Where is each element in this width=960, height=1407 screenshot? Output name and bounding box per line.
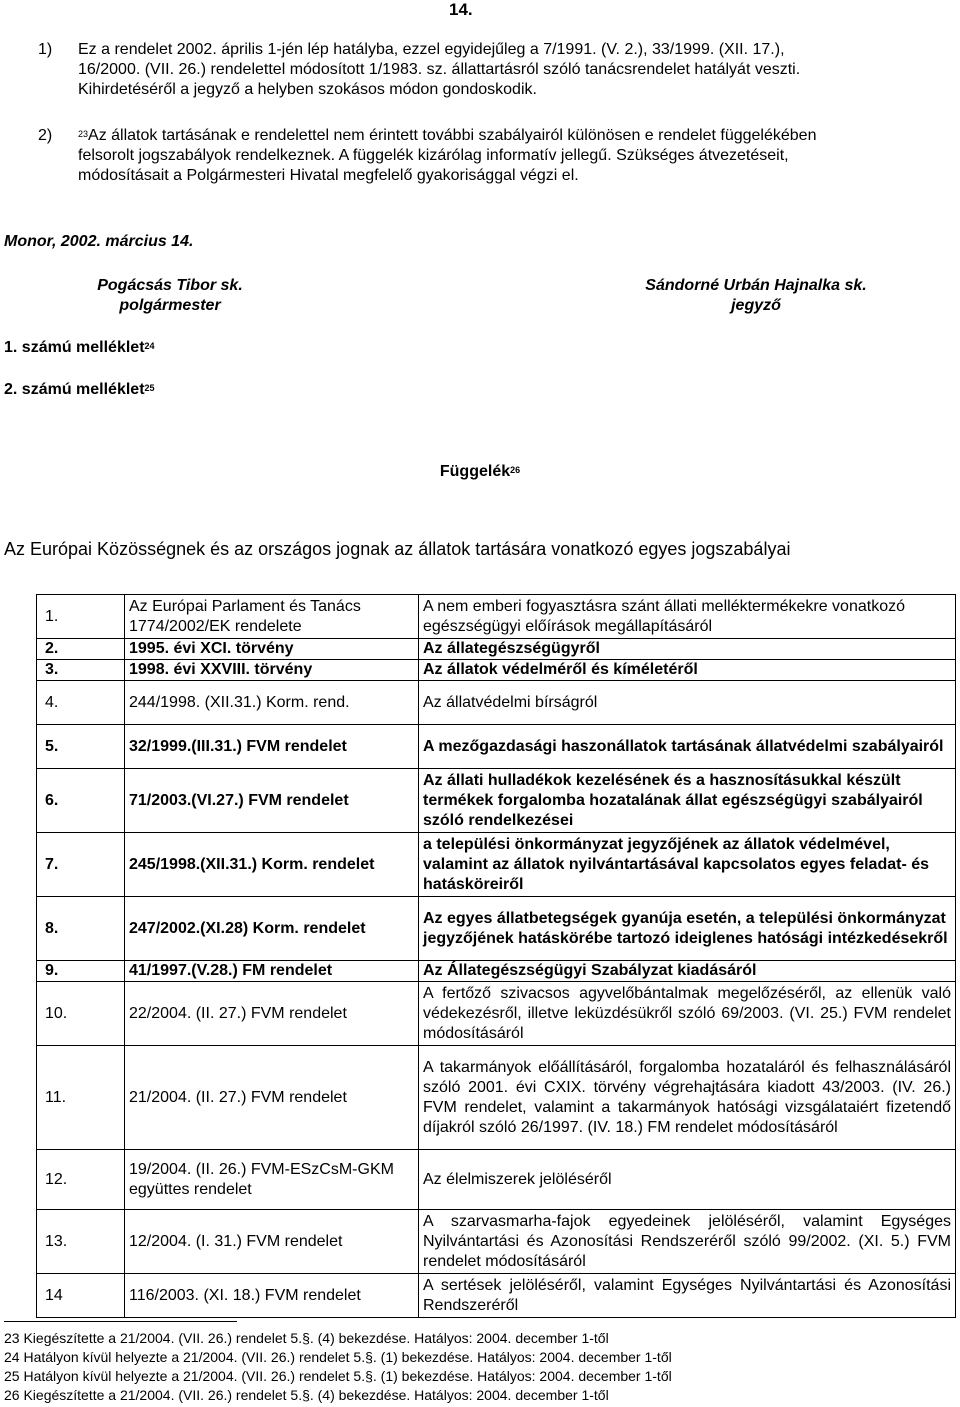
- rule-number: 10.: [37, 982, 125, 1046]
- rule-reference: 247/2002.(XI.28) Korm. rendelet: [125, 897, 419, 961]
- table-row: [37, 681, 956, 725]
- appendix-title: [0, 462, 960, 482]
- paragraph-2-line: $^{23}$Az állatok tartásának e rendelettel nem érintett további szabályairól különösen e rendelet függelékében: [78, 127, 817, 144]
- rule-title: A nem emberi fogyasztásra szánt állati melléktermékekre vonatkozó egészségügyi előírások megállapításáról: [419, 595, 956, 639]
- signature-mayor-role: polgármester: [119, 297, 221, 314]
- table-row: [37, 982, 956, 1046]
- rule-reference: 244/1998. (XII.31.) Korm. rend.: [125, 681, 419, 725]
- rule-title: A szarvasmarha-fajok egyedeinek jelöléséről, valamint Egységes Nyilvántartási és Azonosítási Rendszeréről szóló 99/2002. (XI. 5.) FVM rendelet módosításáról: [419, 1210, 956, 1274]
- rule-reference: 41/1997.(V.28.) FM rendelet: [125, 961, 419, 982]
- rule-number: 1.: [37, 595, 125, 639]
- rule-reference: 116/2003. (XI. 18.) FVM rendelet: [125, 1274, 419, 1318]
- table-row: [37, 1274, 956, 1318]
- footnote-separator: [4, 1321, 237, 1322]
- paragraph-2-number: 2): [38, 127, 53, 144]
- rule-title: Az élelmiszerek jelöléséről: [419, 1150, 956, 1210]
- paragraph-1-number: 1): [38, 41, 53, 58]
- place-date: Monor, 2002. március 14.: [4, 233, 194, 250]
- appendix-subtitle: Az Európai Közösségnek és az országos jognak az állatok tartására vonatkozó egyes jogszabályai: [4, 539, 791, 559]
- footnote-25: 25 Hatályon kívül helyezte a 21/2004. (VII. 26.) rendelet 5.§. (1) bekezdése. Hatályos: 2004. december 1-től: [4, 1368, 672, 1384]
- rule-reference: 245/1998.(XII.31.) Korm. rendelet: [125, 833, 419, 897]
- rule-number: 8.: [37, 897, 125, 961]
- annex-2-label: 2. számú melléklet: [4, 381, 145, 398]
- page-number: 14.: [449, 0, 473, 19]
- table-row: [37, 961, 956, 982]
- rule-title: Az állategészségügyről: [419, 639, 956, 660]
- footnote-ref-23: 23: [78, 129, 89, 139]
- rule-title: Az egyes állatbetegségek gyanúja esetén, a települési önkormányzat jegyzőjének hatáskörébe tartozó ideiglenes hatósági intézkedésekről: [419, 897, 956, 961]
- rule-reference: 12/2004. (I. 31.) FVM rendelet: [125, 1210, 419, 1274]
- paragraph-1-line: Ez a rendelet 2002. április 1-jén lép hatályba, ezzel egyidejűleg a 7/1991. (V. 2.), 33/1999. (XII. 17.),: [78, 41, 785, 58]
- paragraph-2-line: módosításait a Polgármesteri Hivatal megfelelő gyakorisággal végzi el.: [78, 167, 579, 184]
- paragraph-2-text: [78, 126, 938, 186]
- signature-notary: [606, 276, 906, 316]
- rule-number: 7.: [37, 833, 125, 897]
- rule-number: 13.: [37, 1210, 125, 1274]
- table-row: [37, 595, 956, 639]
- signature-mayor-name: Pogácsás Tibor sk.: [97, 277, 243, 294]
- footnote-ref-25: 25: [144, 383, 155, 393]
- rule-number: 5.: [37, 725, 125, 769]
- appendix-title-text: Függelék: [439, 463, 511, 480]
- footnote-23: 23 Kiegészítette a 21/2004. (VII. 26.) rendelet 5.§. (4) bekezdése. Hatályos: 2004. december 1-től: [4, 1330, 609, 1346]
- table-row: [37, 1150, 956, 1210]
- annex-2: [4, 380, 155, 400]
- rule-reference: 1995. évi XCI. törvény: [125, 639, 419, 660]
- rule-number: 4.: [37, 681, 125, 725]
- table-row: [37, 1210, 956, 1274]
- rule-title: Az állati hulladékok kezelésének és a hasznosításukkal készült termékek forgalomba hozatalának állat egészségügyi szabályairól szóló rendelkezései: [419, 769, 956, 833]
- table-row: [37, 833, 956, 897]
- annex-1-label: 1. számú melléklet: [4, 339, 145, 356]
- rule-title: Az Állategészségügyi Szabályzat kiadásáról: [419, 961, 956, 982]
- rule-reference: Az Európai Parlament és Tanács 1774/2002/EK rendelete: [125, 595, 419, 639]
- regulations-table: [36, 594, 956, 1318]
- paragraph-1-line: 16/2000. (VII. 26.) rendelettel módosított 1/1983. sz. állattartásról szóló tanácsrendelet hatályát veszti.: [78, 61, 801, 78]
- rule-title: A fertőző szivacsos agyvelőbántalmak megelőzéséről, az ellenük való védekezésről, illetve leküzdésükről szóló 69/2003. (VI. 25.) FVM rendelet módosításáról: [419, 982, 956, 1046]
- rule-reference: 1998. évi XXVIII. törvény: [125, 660, 419, 681]
- signature-mayor: [60, 276, 280, 316]
- rule-number: 11.: [37, 1046, 125, 1150]
- paragraph-1-line: Kihirdetéséről a jegyző a helyben szokásos módon gondoskodik.: [78, 81, 537, 98]
- rule-title: Az állatvédelmi bírságról: [419, 681, 956, 725]
- paragraph-1-text: [78, 40, 938, 100]
- rule-number: 14: [37, 1274, 125, 1318]
- footnote-24: 24 Hatályon kívül helyezte a 21/2004. (VII. 26.) rendelet 5.§. (1) bekezdése. Hatályos: 2004. december 1-től: [4, 1349, 672, 1365]
- rule-title: a települési önkormányzat jegyzőjének az állatok védelmével, valamint az állatok nyilvántartásával kapcsolatos egyes feladat- és hatásköreiről: [419, 833, 956, 897]
- rule-title: Az állatok védelméről és kíméletéről: [419, 660, 956, 681]
- table-row: [37, 639, 956, 660]
- table-row: [37, 897, 956, 961]
- table-row: [37, 725, 956, 769]
- rule-number: 6.: [37, 769, 125, 833]
- table-row: [37, 769, 956, 833]
- rule-number: 3.: [37, 660, 125, 681]
- rule-number: 9.: [37, 961, 125, 982]
- annex-1: [4, 338, 155, 358]
- rule-reference: 22/2004. (II. 27.) FVM rendelet: [125, 982, 419, 1046]
- rule-reference: 21/2004. (II. 27.) FVM rendelet: [125, 1046, 419, 1150]
- paragraph-2-line: felsorolt jogszabályok rendelkeznek. A függelék kizárólag informatív jellegű. Szükséges átvezetéseit,: [78, 147, 789, 164]
- footnote-ref-26: 26: [510, 465, 521, 475]
- signature-notary-name: Sándorné Urbán Hajnalka sk.: [645, 277, 867, 294]
- rule-number: 2.: [37, 639, 125, 660]
- rule-title: A sertések jelöléséről, valamint Egységes Nyilvántartási és Azonosítási Rendszeréről: [419, 1274, 956, 1318]
- rule-reference: 71/2003.(VI.27.) FVM rendelet: [125, 769, 419, 833]
- rule-title: A takarmányok előállításáról, forgalomba hozataláról és felhasználásáról szóló 2001. évi CXIX. törvény végrehajtására kiadott 43/2003. (IV. 26.) FVM rendelet, valamint a takarmányok hatósági vizsgálataiért fizetendő díjakról szóló 26/1997. (IV. 18.) FM rendelet módosításáról: [419, 1046, 956, 1150]
- footnote-ref-24: 24: [144, 341, 155, 351]
- table-row: [37, 1046, 956, 1150]
- rule-title: A mezőgazdasági haszonállatok tartásának állatvédelmi szabályairól: [419, 725, 956, 769]
- signature-notary-role: jegyző: [731, 297, 781, 314]
- rule-reference: 32/1999.(III.31.) FVM rendelet: [125, 725, 419, 769]
- footnote-26: 26 Kiegészítette a 21/2004. (VII. 26.) rendelet 5.§. (4) bekezdése. Hatályos: 2004. december 1-től: [4, 1387, 609, 1403]
- rule-reference: 19/2004. (II. 26.) FVM-ESzCsM-GKM együttes rendelet: [125, 1150, 419, 1210]
- rule-number: 12.: [37, 1150, 125, 1210]
- table-row: [37, 660, 956, 681]
